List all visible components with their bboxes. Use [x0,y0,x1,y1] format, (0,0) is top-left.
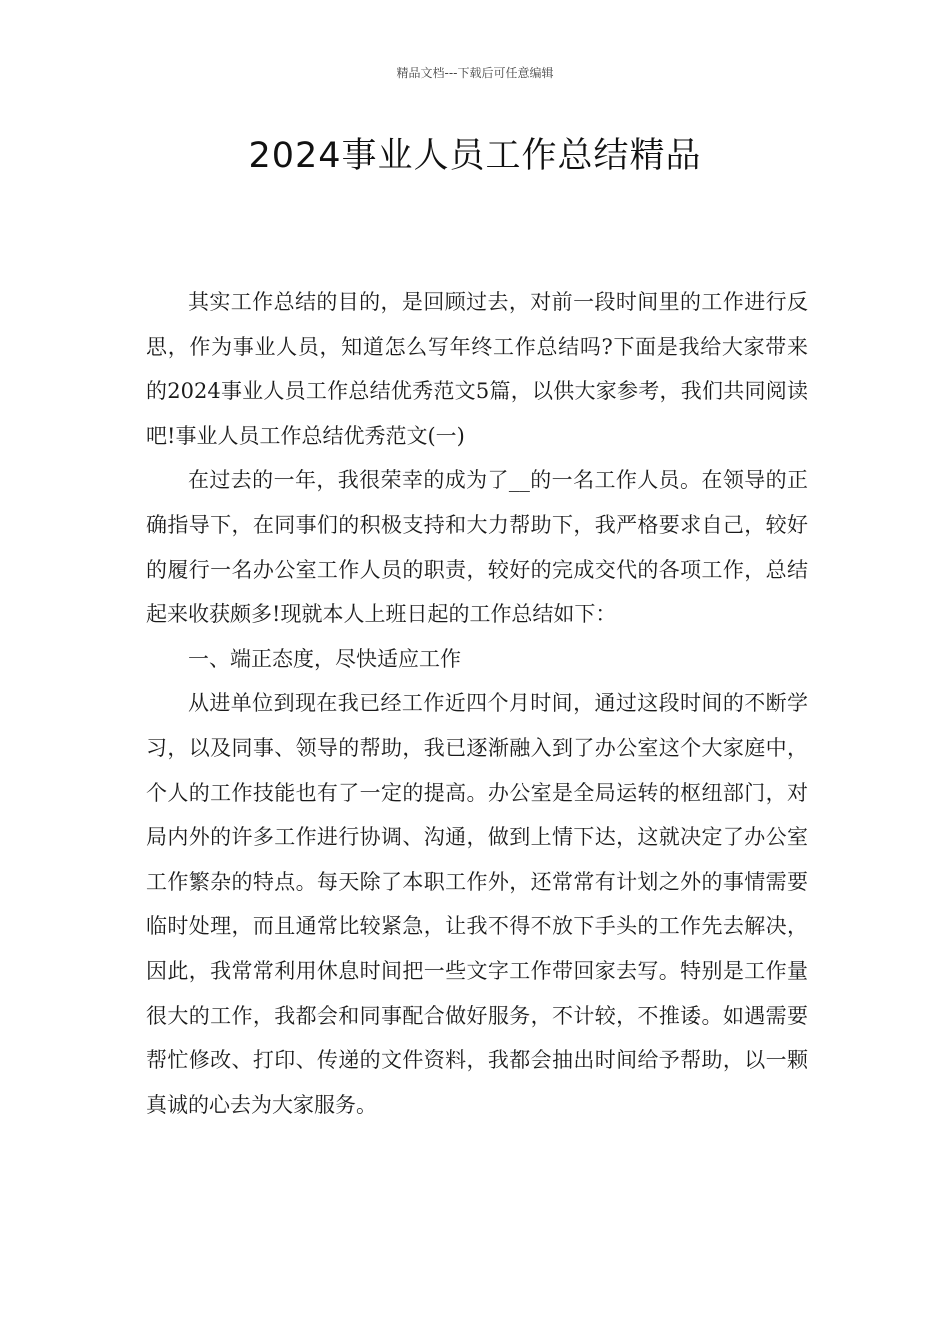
paragraph-1: 在过去的一年，我很荣幸的成为了__的一名工作人员。在领导的正确指导下，在同事们的积极支持和大力帮助下，我严格要求自己，较好的履行一名办公室工作人员的职责，较好的完成交代的各项工作，总结起来收获颇多!现就本人上班日起的工作总结如下： [146,468,808,627]
page-header: 精品文档---下载后可任意编辑 [396,66,554,80]
paragraph-2: 从进单位到现在我已经工作近四个月时间，通过这段时间的不断学习，以及同事、领导的帮助，我已逐渐融入到了办公室这个大家庭中，个人的工作技能也有了一定的提高。办公室是全局运转的枢纽部门，对局内外的许多工作进行协调、沟通，做到上情下达，这就决定了办公室工作繁杂的特点。每天除了本职工作外，还常常有计划之外的事情需要临时处理，而且通常比较紧急，让我不得不放下手头的工作先去解决，因此，我常常利用休息时间把一些文字工作带回家去写。特别是工作量很大的工作，我都会和同事配合做好服务，不计较，不推诿。如遇需要帮忙修改、打印、传递的文件资料，我都会抽出时间给予帮助，以一颗真诚的心去为大家服务。 [146,691,808,1117]
document-title: 2024事业人员工作总结精品 [248,136,702,176]
document-body [146,280,808,1127]
paragraph-intro: 其实工作总结的目的，是回顾过去，对前一段时间里的工作进行反思，作为事业人员，知道怎么写年终工作总结吗?下面是我给大家带来的2024事业人员工作总结优秀范文5篇，以供大家参考，我们共同阅读吧!事业人员工作总结优秀范文(一) [146,290,808,448]
section-heading-1: 一、端正态度，尽快适应工作 [188,646,461,671]
